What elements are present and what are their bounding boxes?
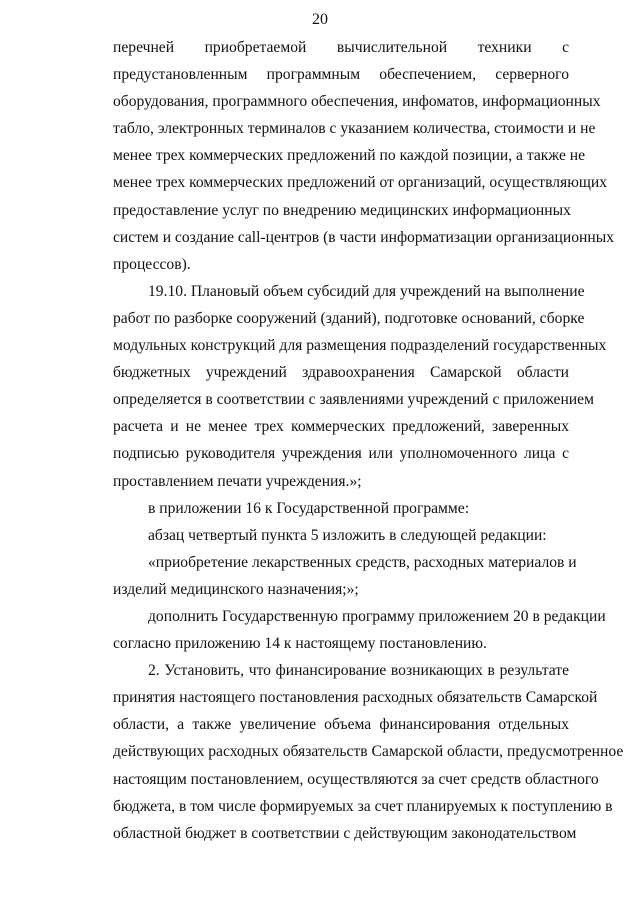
text-line: 2. Установить, что финансирование возникающих в результате — [148, 662, 569, 680]
text-line: дополнить Государственную программу приложением 20 в редакции — [148, 607, 606, 625]
text-line: настоящим постановлением, осуществляются за счет средств областного — [113, 770, 599, 788]
text-line: действующих расходных обязательств Самарской области, предусмотренное — [113, 743, 624, 761]
text-line: менее трех коммерческих предложений по каждой позиции, а также не — [113, 147, 586, 165]
text-line: бюджета, в том числе формируемых за счет планируемых к поступлению в — [113, 797, 613, 815]
text-line: проставлением печати учреждения.»; — [113, 472, 362, 490]
text-line: работ по разборке сооружений (зданий), подготовке оснований, сборке — [113, 309, 585, 327]
text-line: расчета и не менее трех коммерческих предложений, заверенных — [113, 418, 569, 436]
text-line: бюджетных учреждений здравоохранения Самарской области — [113, 364, 569, 382]
text-line: перечней приобретаемой вычислительной техники с — [113, 39, 569, 56]
text-line: в приложении 16 к Государственной программе: — [148, 499, 470, 517]
text-line: согласно приложению 14 к настоящему постановлению. — [113, 635, 487, 653]
text-line: областной бюджет в соответствии с действующим законодательством — [113, 824, 577, 842]
text-line: абзац четвертый пункта 5 изложить в следующей редакции: — [148, 526, 547, 544]
text-line: «приобретение лекарственных средств, расходных материалов и — [148, 553, 577, 571]
text-line: процессов). — [113, 255, 191, 273]
text-line: области, а также увеличение объема финансирования отдельных — [113, 716, 569, 734]
text-line: систем и создание call-центров (в части информатизации организационных — [113, 228, 615, 246]
text-line: принятия настоящего постановления расходных обязательств Самарской — [113, 689, 598, 707]
document-body — [113, 34, 624, 847]
text-line: предустановленным программным обеспечением, серверного — [113, 66, 569, 84]
text-line: модульных конструкций для размещения подразделений государственных — [113, 337, 607, 355]
text-line: 19.10. Плановый объем субсидий для учреждений на выполнение — [148, 282, 585, 300]
text-line: определяется в соответствии с заявлениями учреждений с приложением — [113, 391, 594, 409]
text-line: оборудования, программного обеспечения, инфоматов, информационных — [113, 93, 601, 111]
page-number: 20 — [312, 11, 328, 28]
text-line: менее трех коммерческих предложений от организаций, осуществляющих — [113, 174, 608, 192]
text-line: предоставление услуг по внедрению медицинских информационных — [113, 201, 571, 219]
text-line: изделий медицинского назначения;»; — [113, 580, 359, 598]
text-line: табло, электронных терминалов с указанием количества, стоимости и не — [113, 120, 596, 138]
text-line: подписью руководителя учреждения или уполномоченного лица с — [113, 445, 569, 463]
